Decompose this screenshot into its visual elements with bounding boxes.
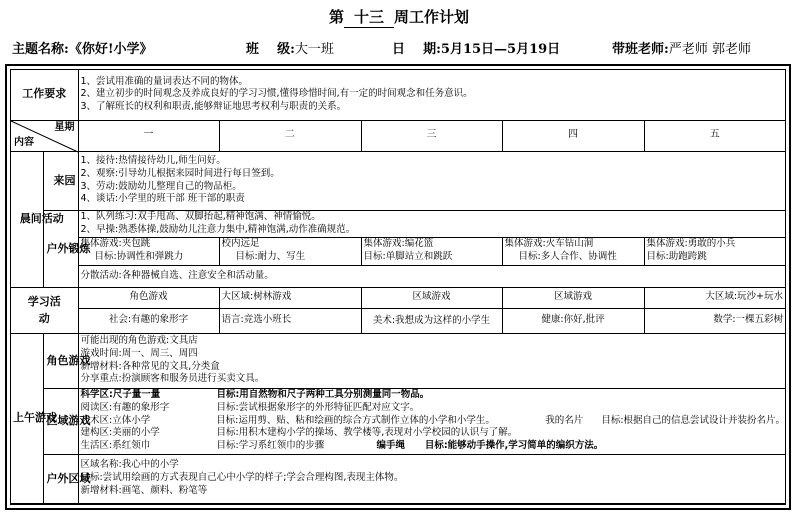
outdoor-area-row (11, 454, 785, 503)
learning-cell: 区域游戏 (502, 287, 644, 308)
learning-label-text: 学习活动 (27, 295, 61, 325)
week-label: 星期 (54, 121, 75, 133)
arrival-content (78, 151, 785, 210)
outdoor-exercise-label-text: 户外锻炼 (46, 241, 91, 255)
role-play-label (43, 333, 91, 388)
game-thursday (502, 237, 644, 265)
dispersed-row (11, 265, 785, 287)
theme-value: 《你好!小学》 (68, 42, 153, 57)
weekday-header-row (11, 120, 785, 151)
exercise-content (78, 210, 785, 237)
arrival-item: 4、谈话:小学里的班干部 班干部的职责 (80, 193, 245, 205)
game-wednesday (361, 237, 502, 265)
work-requirements-content (78, 70, 785, 120)
game-goal: 目标:单脚站立和跳跃 (363, 251, 453, 262)
exercise-row (11, 210, 785, 237)
arrival-item: 1、接待:热情接待幼儿,师生问好。 (80, 155, 226, 167)
game-goal: 目标:耐力、写生 (235, 251, 306, 262)
area-zone: 艺术区:立体小学 (80, 414, 151, 426)
date-value: 5月15日—5月19日 (440, 42, 561, 57)
learning-activities-label (11, 287, 78, 333)
day-friday: 五 (644, 120, 785, 151)
game-name: 校内远足 (221, 238, 260, 250)
role-play-label-text: 角色游戏 (46, 353, 91, 367)
theme-label: 主题名称: (12, 42, 69, 57)
plan-table-frame (5, 64, 791, 510)
arrival-label-text: 来园 (53, 173, 76, 187)
game-tuesday (219, 237, 361, 265)
learning-cell: 语言:竞选小班长 (219, 308, 361, 333)
game-monday (78, 237, 219, 265)
date-info (392, 38, 560, 57)
learning-cell: 社会:有趣的象形字 (78, 308, 219, 333)
area-row (79, 389, 786, 402)
exercise-item: 1、队列练习:双手甩高、双脚抬起,精神饱满、神情愉悦。 (80, 210, 321, 222)
class-value: 大一班 (294, 42, 334, 57)
area-play-label (43, 388, 91, 454)
teacher-value: 严老师 郭老师 (668, 42, 751, 57)
game-name: 集体游戏:编花篮 (363, 238, 434, 250)
area-play-label-text: 区域游戏 (46, 414, 91, 427)
area-row (79, 402, 786, 415)
outdoor-area-item: 新增材料:画笔、颜料、粉笔等 (80, 484, 208, 496)
morning-label-text: 晨间活动 (19, 212, 64, 225)
arrival-item: 2、观察:引导幼儿根据来园时间进行每日签到。 (80, 167, 280, 179)
class-label: 班 级: (246, 42, 295, 57)
area-row (79, 427, 786, 440)
page-title (0, 6, 798, 28)
area-play-content (78, 388, 785, 454)
plan-table-inner (10, 69, 786, 505)
area-row (79, 440, 786, 453)
requirement-item: 2、建立初步的时间观念及养成良好的学习习惯,懂得珍惜时间,有一定的时间观念和任务意识。 (80, 88, 473, 100)
learning-cell: 角色游戏 (78, 287, 219, 308)
area-extra: 编手绳 目标:能够动手操作,学习简单的编织方法。 (376, 440, 604, 452)
area-zone: 生活区:系红领巾 (80, 440, 151, 452)
area-play-row (11, 388, 785, 454)
day-monday: 一 (78, 120, 219, 151)
arrival-label (43, 151, 78, 210)
game-goal: 目标:协调性和弹跳力 (94, 251, 184, 262)
area-extra: 我的名片 目标:根据自己的信息尝试设计并装扮名片。 (545, 414, 786, 426)
game-goal: 目标:助跑跨跳 (646, 251, 707, 262)
morning-activities-label (11, 151, 64, 287)
forenoon-games-label (11, 333, 57, 503)
game-name: 集体游戏:夹包跳 (80, 238, 151, 250)
arrival-item: 3、劳动:鼓励幼儿整理自己的物品柜。 (80, 180, 242, 192)
role-play-row (11, 333, 785, 388)
work-requirements-label: 工作要求 (11, 70, 78, 120)
game-name: 集体游戏:火车钻山洞 (504, 238, 594, 250)
weekly-plan-table (11, 70, 785, 504)
learning-cell: 健康:你好,批评 (502, 308, 644, 333)
area-goal: 目标:用积木建构小学的操场、教学楼等,表现对小学校园的认识与了解。 (216, 427, 518, 439)
role-play-item: 可能出现的角色游戏:文具店 (80, 335, 198, 347)
title-prefix: 第 (328, 8, 344, 26)
area-goal: 目标:用自然物和尺子两种工具分别测量同一物品。 (216, 389, 430, 401)
date-label: 日 期: (392, 42, 441, 57)
area-zone: 建构区:美丽的小学 (80, 427, 160, 439)
teacher-info (612, 38, 751, 57)
learning-row-2 (11, 308, 785, 333)
area-goal: 目标:学习系红领巾的步骤 (216, 440, 325, 452)
day-thursday: 四 (502, 120, 644, 151)
outdoor-area-item: 区域名称:我心中的小学 (80, 459, 179, 471)
plan-info-bar (0, 38, 798, 58)
area-zone: 科学区:尺子量一量 (80, 389, 161, 401)
learning-row-1 (11, 287, 785, 308)
forenoon-label-text: 上午游戏 (13, 411, 57, 424)
header-diagonal-cell (11, 120, 78, 151)
learning-cell: 区域游戏 (361, 287, 502, 308)
exercise-item: 2、早操:熟悉体操,鼓励幼儿注意力集中,精神饱满,动作准确规范。 (80, 223, 356, 235)
role-play-item: 分享重点:扮演顾客和服务员进行买卖文具。 (80, 373, 265, 385)
learning-cell: 数学:一棵五彩树 (644, 308, 785, 333)
role-play-item: 游戏时间:周一、周三、周四 (80, 347, 198, 359)
area-goal: 目标:运用剪、贴、粘和绘画的综合方式制作立体的小学和小学生。 (216, 414, 495, 426)
dispersed-activity: 分散活动:各种器械自选、注意安全和活动量。 (78, 265, 785, 287)
outdoor-area-item: 目标:尝试用绘画的方式表现自己心中小学的样子;学会合理构图,表现主体物。 (80, 472, 404, 484)
area-zone: 阅读区:有趣的象形字 (80, 401, 170, 413)
requirement-item: 1、尝试用准确的量词表达不同的物体。 (80, 75, 249, 87)
game-goal: 目标:多人合作、协调性 (518, 251, 617, 262)
outdoor-area-label-text: 户外区域 (46, 471, 91, 485)
group-games-row (11, 237, 785, 265)
role-play-content (78, 333, 785, 388)
game-friday (644, 237, 785, 265)
area-row (79, 415, 786, 428)
learning-cell: 大区域:树林游戏 (219, 287, 361, 308)
outdoor-area-content (78, 454, 785, 503)
teacher-label: 带班老师: (612, 42, 669, 57)
work-requirements-row (11, 70, 785, 120)
learning-cell: 大区域:玩沙+玩水 (644, 287, 785, 308)
outdoor-area-label (43, 454, 91, 503)
day-wednesday: 三 (361, 120, 502, 151)
learning-cell: 美术:我想成为这样的小学生 (361, 308, 502, 333)
class-info (246, 38, 334, 57)
title-suffix: 周工作计划 (394, 8, 470, 26)
arrival-row (11, 151, 785, 210)
requirement-item: 3、了解班长的权利和职责,能够辩证地思考权利与职责的关系。 (80, 101, 347, 113)
week-number: 十三 (344, 6, 394, 28)
game-name: 集体游戏:勇敢的小兵 (646, 238, 736, 250)
area-goal: 目标:尝试根据象形字的外形特征匹配对应文字。 (216, 401, 420, 413)
content-label: 内容 (14, 136, 34, 148)
role-play-item: 新增材料:各种常见的文具,分类盒 (80, 360, 220, 372)
theme-info (12, 38, 153, 57)
day-tuesday: 二 (219, 120, 361, 151)
